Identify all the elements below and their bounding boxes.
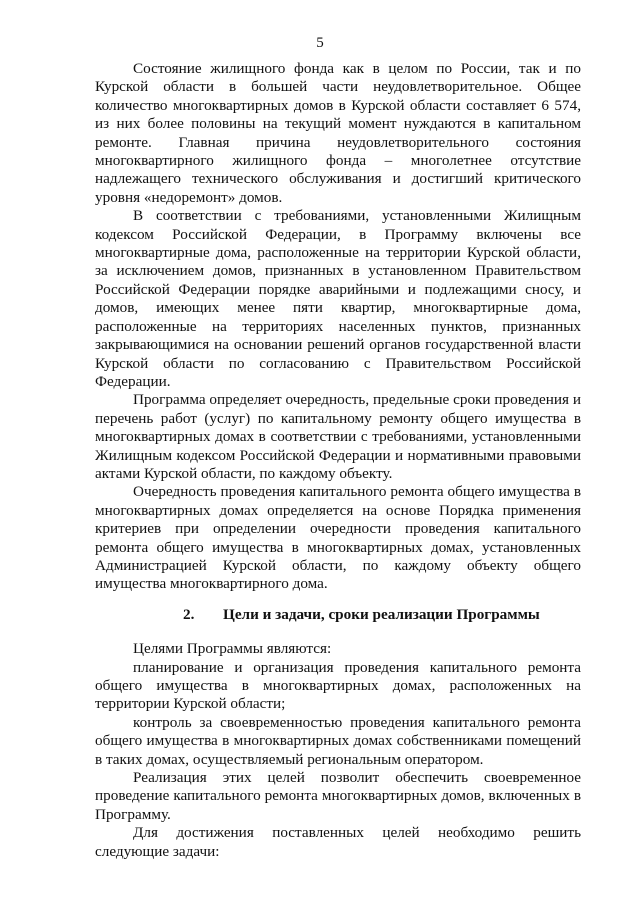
document-body (95, 60, 581, 861)
paragraph-priority-criteria: Очередность проведения капитального ремонта общего имущества в многоквартирных домах определяется на основе Порядка применения критериев при определении очередности проведения капитального ремонта общего имущества в многоквартирных домах, установленных Администрацией Курской области, по каждому объекту общего имущества многоквартирного дома. (95, 483, 581, 593)
paragraph-goal-planning: планирование и организация проведения капитального ремонта общего имущества в многоквартирных домах, расположенных на территории Курской области; (95, 658, 581, 713)
paragraph-program-scope: В соответствии с требованиями, установленными Жилищным кодексом Российской Федерации, в Программу включены все многоквартирные дома, расположенные на территории Курской области, за исключением домов, признанных в установленном Правительством Российской Федерации порядке аварийными и подлежащими сносу, и домов, имеющих менее пяти квартир, многоквартирные дома, расположенные на территориях населенных пунктов, признанных закрывающимися на основании решений органов государственной власти Курской области по согласованию с Правительством Российской Федерации. (95, 207, 581, 390)
paragraph-goal-control: контроль за своевременностью проведения капитального ремонта общего имущества в многоквартирных домах собственниками помещений в таких домах, осуществляемый региональным оператором. (95, 713, 581, 768)
paragraph-goals-intro: Целями Программы являются: (133, 640, 332, 658)
section-title: Цели и задачи, сроки реализации Программы (223, 605, 540, 623)
section-heading (95, 606, 581, 624)
section-number: 2. (183, 605, 195, 623)
paragraph-goals-outcome: Реализация этих целей позволит обеспечить своевременное проведение капитального ремонта многоквартирных домов, включенных в Программу. (95, 769, 581, 823)
paragraph-housing-condition: Состояние жилищного фонда как в целом по России, так и по Курской области в большей части неудовлетворительное. Общее количество многоквартирных домов в Курской области составляет 6 574, из них более половины на текущий момент нуждаются в капитальном ремонте. Главная причина неудовлетворительного состояния многоквартирного жилищного фонда – многолетнее отсутствие надлежащего технического обслуживания и достигший критического уровня «недоремонт» домов. (95, 60, 581, 206)
paragraph-program-order: Программа определяет очередность, предельные сроки проведения и перечень работ (услуг) по капитальному ремонту общего имущества в многоквартирных домах в соответствии с требованиями, установленными Жилищным кодексом Российской Федерации и нормативными правовыми актами Курской области, по каждому объекту. (95, 391, 581, 482)
paragraph-tasks-intro: Для достижения поставленных целей необходимо решить следующие задачи: (95, 824, 581, 860)
page-number: 5 (316, 35, 324, 51)
